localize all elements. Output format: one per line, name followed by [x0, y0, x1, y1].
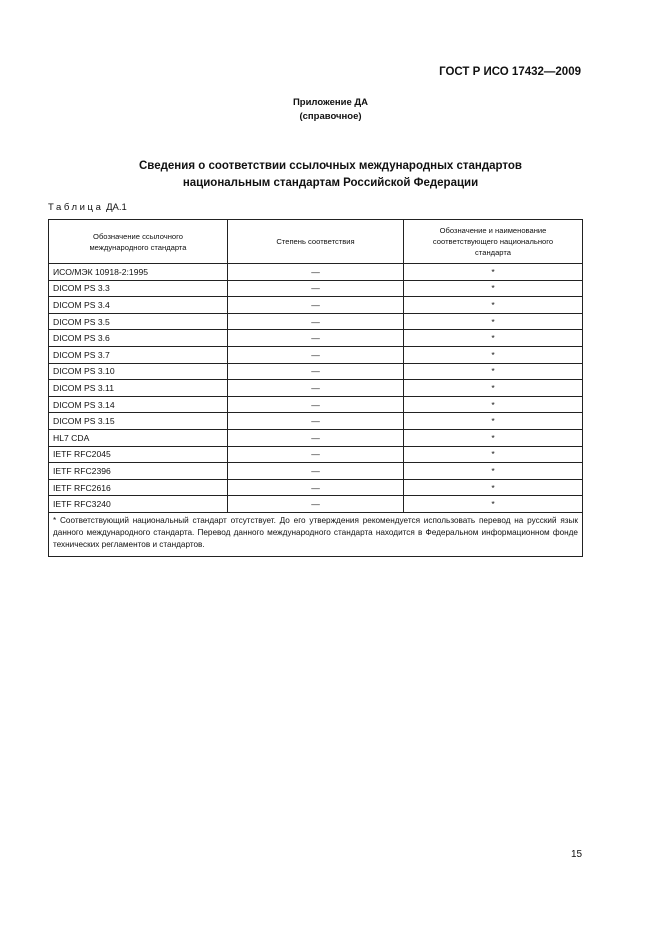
appendix-block — [0, 96, 661, 124]
cell-international-standard: IETF RFC2616 — [49, 479, 228, 496]
cell-national-standard: * — [404, 297, 583, 314]
page-number: 15 — [571, 849, 583, 860]
cell-international-standard: DICOM PS 3.15 — [49, 413, 228, 430]
table-row — [49, 496, 583, 513]
table-row — [49, 330, 583, 347]
cell-international-standard: DICOM PS 3.14 — [49, 396, 228, 413]
cell-degree-of-correspondence: — — [228, 496, 404, 513]
cell-degree-of-correspondence: — — [228, 280, 404, 297]
heading-line-2: национальным стандартам Российской Федерации — [182, 177, 479, 189]
cell-degree-of-correspondence: — — [228, 429, 404, 446]
table-row — [49, 297, 583, 314]
section-heading — [0, 158, 661, 192]
cell-national-standard: * — [404, 264, 583, 281]
cell-degree-of-correspondence: — — [228, 396, 404, 413]
cell-degree-of-correspondence: — — [228, 446, 404, 463]
heading-line-1: Сведения о соответствии ссылочных международных стандартов — [138, 160, 522, 172]
header-international-standard: Обозначение ссылочного международного стандарта — [49, 220, 228, 264]
table-row — [49, 446, 583, 463]
table-caption — [48, 202, 127, 213]
cell-degree-of-correspondence: — — [228, 313, 404, 330]
table-row — [49, 413, 583, 430]
cell-national-standard: * — [404, 363, 583, 380]
cell-international-standard: DICOM PS 3.4 — [49, 297, 228, 314]
cell-national-standard: * — [404, 396, 583, 413]
standards-correspondence-table — [48, 219, 583, 557]
cell-national-standard: * — [404, 496, 583, 513]
table-header-row — [49, 220, 583, 264]
table-row — [49, 280, 583, 297]
cell-national-standard: * — [404, 380, 583, 397]
table-body — [49, 264, 583, 513]
cell-national-standard: * — [404, 280, 583, 297]
cell-national-standard: * — [404, 313, 583, 330]
cell-international-standard: DICOM PS 3.5 — [49, 313, 228, 330]
cell-national-standard: * — [404, 429, 583, 446]
cell-national-standard: * — [404, 446, 583, 463]
cell-international-standard: IETF RFC3240 — [49, 496, 228, 513]
table-caption-word: Таблица — [48, 202, 104, 213]
cell-degree-of-correspondence: — — [228, 330, 404, 347]
appendix-title: Приложение ДА — [292, 97, 369, 108]
appendix-subtitle: (справочное) — [299, 111, 362, 122]
cell-degree-of-correspondence: — — [228, 413, 404, 430]
cell-national-standard: * — [404, 479, 583, 496]
cell-international-standard: IETF RFC2045 — [49, 446, 228, 463]
table-row — [49, 313, 583, 330]
header-national-standard: Обозначение и наименование соответствующего национального стандарта — [404, 220, 583, 264]
cell-degree-of-correspondence: — — [228, 363, 404, 380]
cell-national-standard: * — [404, 413, 583, 430]
table-row — [49, 346, 583, 363]
cell-degree-of-correspondence: — — [228, 264, 404, 281]
cell-degree-of-correspondence: — — [228, 346, 404, 363]
cell-degree-of-correspondence: — — [228, 479, 404, 496]
table-row — [49, 396, 583, 413]
cell-international-standard: DICOM PS 3.6 — [49, 330, 228, 347]
table-note-row — [49, 512, 583, 556]
cell-national-standard: * — [404, 346, 583, 363]
table-row — [49, 363, 583, 380]
document-code: ГОСТ Р ИСО 17432—2009 — [439, 66, 581, 78]
cell-national-standard: * — [404, 463, 583, 480]
cell-international-standard: ИСО/МЭК 10918-2:1995 — [49, 264, 228, 281]
header-degree-of-correspondence: Степень соответствия — [228, 220, 404, 264]
table-row — [49, 380, 583, 397]
cell-international-standard: DICOM PS 3.10 — [49, 363, 228, 380]
table-row — [49, 463, 583, 480]
cell-international-standard: DICOM PS 3.7 — [49, 346, 228, 363]
table-note: * Соответствующий национальный стандарт отсутствует. До его утверждения рекомендуется использовать перевод на русский язык данного международного стандарта. Перевод данного международного стандарта находится в Федеральном информационном фонде технических регламентов и стандартов. — [49, 512, 583, 556]
table-row — [49, 264, 583, 281]
cell-degree-of-correspondence: — — [228, 463, 404, 480]
table-row — [49, 479, 583, 496]
cell-international-standard: HL7 CDA — [49, 429, 228, 446]
cell-international-standard: IETF RFC2396 — [49, 463, 228, 480]
cell-national-standard: * — [404, 330, 583, 347]
table-row — [49, 429, 583, 446]
table-caption-number: ДА.1 — [106, 202, 127, 213]
cell-degree-of-correspondence: — — [228, 297, 404, 314]
cell-degree-of-correspondence: — — [228, 380, 404, 397]
cell-international-standard: DICOM PS 3.3 — [49, 280, 228, 297]
cell-international-standard: DICOM PS 3.11 — [49, 380, 228, 397]
